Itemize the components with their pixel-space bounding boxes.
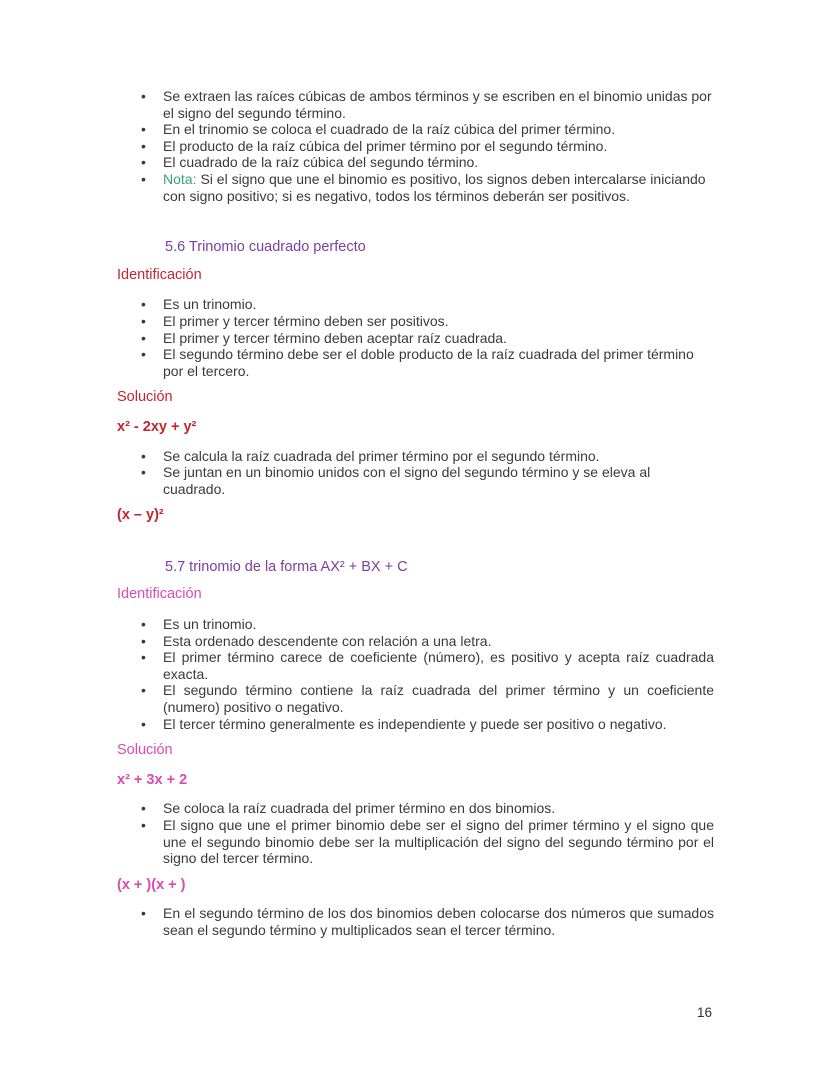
document-content	[117, 88, 714, 949]
problem-formula-5-6: x² - 2xy + y²	[117, 418, 197, 435]
list-item: • Se extraen las raíces cúbicas de ambos términos y se escriben en el binomio unidas por el signo del segundo término.	[117, 88, 714, 121]
list-item: • El primer término carece de coeficiente (número), es positivo y acepta raíz cuadrada exacta.	[117, 649, 714, 682]
section-heading-5-6: 5.6 Trinomio cuadrado perfecto	[165, 239, 366, 256]
final-bullet-list-5-7	[117, 905, 714, 938]
list-item: • Esta ordenado descendente con relación a una letra.	[117, 633, 714, 650]
identificacion-bullet-list-5-7	[117, 616, 714, 732]
list-item: • El primer y tercer término deben aceptar raíz cuadrada.	[117, 330, 714, 347]
solucion-bullet-list-5-6	[117, 448, 714, 498]
list-item: • El signo que une el primer binomio debe ser el signo del primer término y el signo que une el segundo binomio debe ser la multiplicación del signo del segundo término por el signo del tercer término.	[117, 817, 714, 867]
page-number: 16	[696, 1005, 712, 1020]
identificacion-label-5-7: Identificación	[117, 586, 202, 603]
solucion-label-5-7: Solución	[117, 742, 173, 759]
problem-formula-5-7: x² + 3x + 2	[117, 771, 188, 788]
list-item: • El primer y tercer término deben ser positivos.	[117, 313, 714, 330]
list-item: • El segundo término debe ser el doble producto de la raíz cuadrada del primer término por el tercero.	[117, 346, 714, 379]
list-item: • Es un trinomio.	[117, 616, 714, 633]
list-item: • Es un trinomio.	[117, 296, 714, 313]
nota-text: Si el signo que une el binomio es positivo, los signos deben intercalarse iniciando con signo positivo; si es negativo, todos los términos deberán ser positivos.	[163, 170, 706, 204]
list-item: • El segundo término contiene la raíz cuadrada del primer término y un coeficiente (numero) positivo o negativo.	[117, 682, 714, 715]
identificacion-label-5-6: Identificación	[117, 266, 202, 283]
list-item: • Se calcula la raíz cuadrada del primer término por el segundo término.	[117, 448, 714, 465]
list-item: • En el segundo término de los dos binomios deben colocarse dos números que sumados sean el segundo término y multiplicados sean el tercer término.	[117, 905, 714, 938]
list-item: • El cuadrado de la raíz cúbica del segundo término.	[117, 154, 714, 171]
result-formula-5-6: (x – y)²	[117, 507, 164, 524]
solucion-label-5-6: Solución	[117, 389, 173, 406]
intro-bullet-list	[117, 88, 714, 204]
list-item: • En el trinomio se coloca el cuadrado de la raíz cúbica del primer término.	[117, 121, 714, 138]
identificacion-bullet-list-5-6	[117, 296, 714, 379]
list-item: • El producto de la raíz cúbica del primer término por el segundo término.	[117, 138, 714, 155]
nota-label: Nota:	[163, 170, 197, 187]
section-heading-5-7: 5.7 trinomio de la forma AX² + BX + C	[165, 558, 408, 575]
result-formula-5-7: (x + )(x + )	[117, 876, 186, 893]
list-item-nota	[117, 171, 714, 204]
solucion-bullet-list-5-7	[117, 800, 714, 866]
list-item: • El tercer término generalmente es independiente y puede ser positivo o negativo.	[117, 716, 714, 733]
list-item: • Se juntan en un binomio unidos con el signo del segundo término y se eleva al cuadrado.	[117, 464, 714, 497]
list-item: • Se coloca la raíz cuadrada del primer término en dos binomios.	[117, 800, 714, 817]
